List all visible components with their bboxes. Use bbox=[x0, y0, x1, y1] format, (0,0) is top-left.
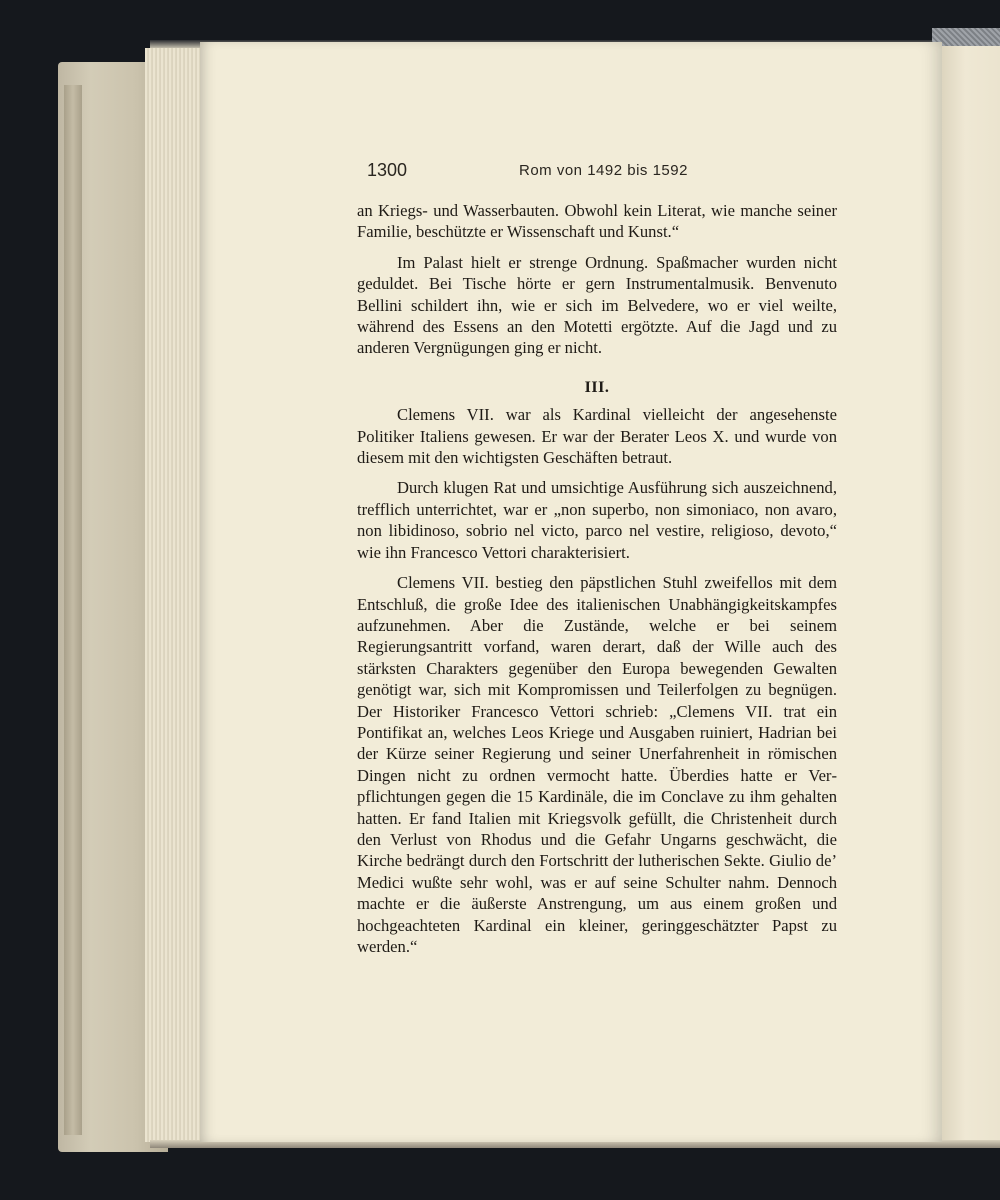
paragraph: Durch klugen Rat und umsichtige Ausführung sich auszeichnend, trefflich unterrichtet, war er „non superbo, non simoniaco, non avaro, non libidinoso, sobrio nel victo, parco nel vestire, religioso, devoto,“ wie ihn Francesco Vettori charakterisiert. bbox=[357, 478, 837, 562]
page-stack bbox=[145, 48, 205, 1142]
section-heading: III. bbox=[584, 378, 610, 396]
paragraph: Im Palast hielt er strenge Ordnung. Spaßmacher wurden nicht geduldet. Bei Tische hörte er gern Instrumentalmusik. Benvenuto Bellini schildert ihn, wie er sich im Belvedere, wo er viel weilte, während des Essens an den Motetti ergötzte. Auf die Jagd und zu anderen Vergnügungen ging er nicht. bbox=[357, 252, 837, 358]
page-number: 1300 bbox=[367, 160, 408, 180]
page-header bbox=[367, 160, 837, 186]
paragraph: Clemens VII. war als Kardinal vielleicht der angesehenste Politiker Italiens gewesen. Er war der Berater Leos X. und wurde von diesem mit den wichtigsten Geschäften betraut. bbox=[357, 405, 837, 468]
paragraph-continuation: an Kriegs- und Wasserbauten. Obwohl kein Literat, wie manche seiner Familie, beschützte er Wissenschaft und Kunst.“ bbox=[357, 201, 837, 242]
running-title: Rom von 1492 bis 1592 bbox=[519, 162, 688, 179]
body-text bbox=[357, 200, 837, 966]
book-spine bbox=[64, 85, 82, 1135]
paragraph: Clemens VII. bestieg den päpstlichen Stuhl zweifellos mit dem Entschluß, die große Idee des italienischen Unabhängigkeitskampfes aufzunehmen. Aber die Zustände, welche er bei seinem Regierungsantritt vorfand, waren derart, daß der Wille auch des stärksten Charakters gegenüber den Europa bewegenden Gewalten genötigt war, sich mit Kompromissen und Teilerfolgen zu begnügen. Der Historiker Francesco Vettori schrieb: „Clemens VII. trat ein Pontifikat an, welches Leos Kriege und Ausgaben ruiniert, Hadrian bei der Kürze seiner Regierung und seiner Unerfahrenheit in römischen Dingen nicht zu ordnen vermocht hatte. Überdies hatte er Verpflichtungen gegen die 15 Kardinäle, die im Conclave zu ihm gehalten hatten. Er fand Italien mit Kriegsvolk gefüllt, die Christenheit durch den Verlust von Rhodus und die Gefahr Ungarns geschwächt, die Kirche bedrängt durch den Fortschritt der lutherischen Sekte. Giulio de’ Medici wußte sehr wohl, was er auf seine Schulter nahm. Dennoch machte er die äußerste Anstrengung, um aus einem großen und hochgeachteten Kardinal ein kleiner, geringgeschätzter Papst zu werden.“ bbox=[357, 573, 837, 956]
facing-page-edge bbox=[942, 46, 1000, 1142]
